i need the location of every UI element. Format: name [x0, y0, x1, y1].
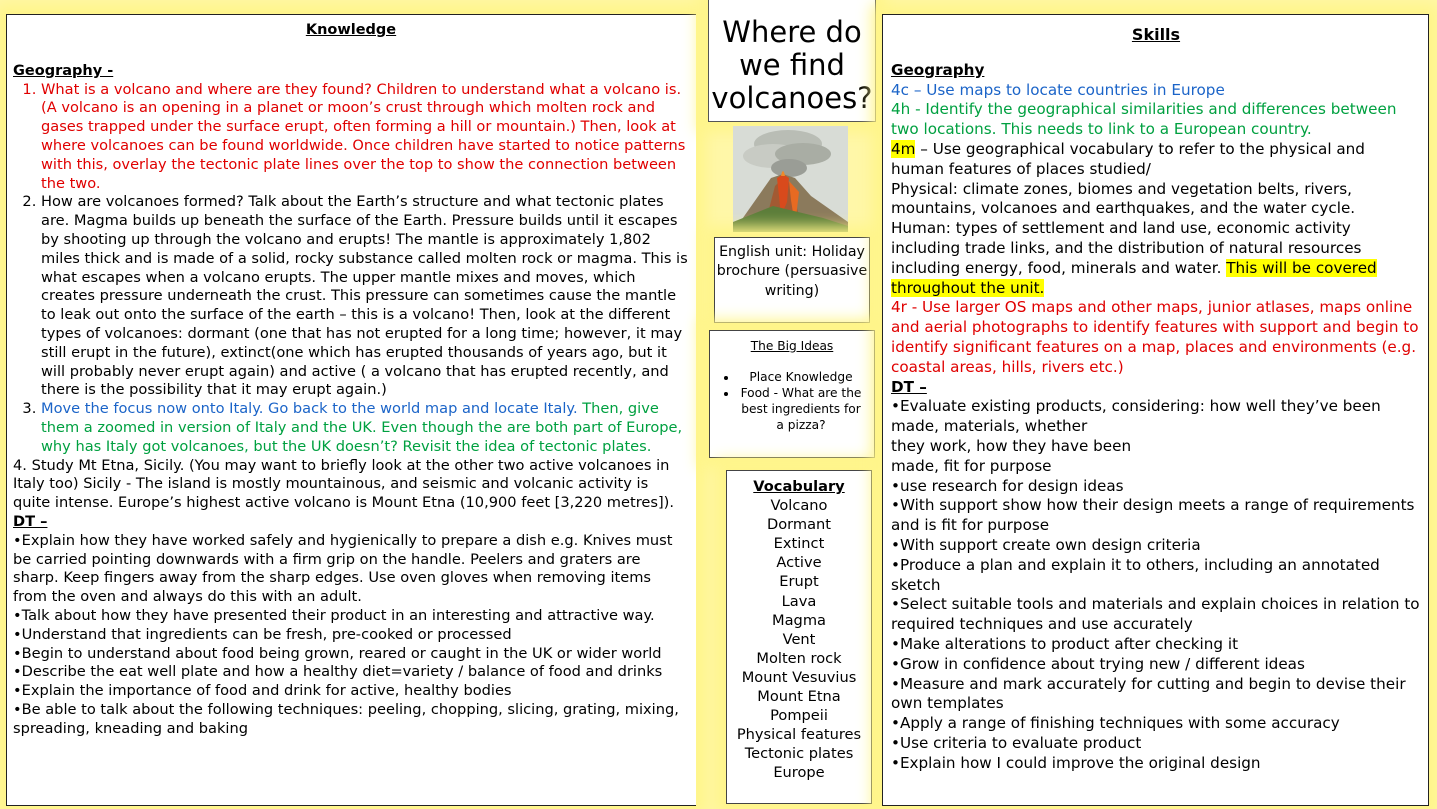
knowledge-geography-heading: Geography - [13, 62, 114, 79]
knowledge-item-3 [41, 400, 689, 456]
knowledge-dt-item: • Begin to understand about food being grown, reared or caught in the UK or wider world [13, 645, 689, 664]
skills-dt-item: •With support show how their design meets a range of requirements and is fit for purpose [891, 496, 1415, 535]
volcano-illustration [733, 126, 848, 232]
vocabulary-title: Vocabulary [753, 478, 845, 495]
knowledge-item-3-blue: Move the focus now onto Italy. Go back to the world map and locate Italy. [41, 400, 578, 418]
skill-4r: 4r - Use larger OS maps and other maps, junior atlases, maps online and aerial photographs to identify features with support and begin to identify significant features on a map, places and environments (e.g. coastal areas, hills, rivers etc.) [891, 298, 1419, 376]
skills-dt-item: •Use criteria to evaluate product [891, 733, 1142, 752]
skill-human [891, 219, 1421, 298]
vocab-item: Mount Etna [757, 688, 841, 706]
vocab-item: Molten rock [756, 649, 842, 667]
skills-dt-item: •Select suitable tools and materials and explain choices in relation to required techniques and use accurately [891, 595, 1420, 634]
skills-dt-item: •Produce a plan and explain it to others, including an annotated sketch [891, 555, 1380, 594]
knowledge-dt-item: • Explain how they have worked safely and hygienically to prepare a dish e.g. Knives must be carried pointing downwards with a firm grip on the handle. Peelers and graters are sharp. Keep fingers away from the sharp edges. Use oven gloves when removing items from the oven and always do this with an adult. [13, 532, 689, 607]
vocab-item: Mount Vesuvius [741, 668, 857, 686]
vocabulary-box [726, 470, 872, 804]
knowledge-item-2: 2. How are volcanoes formed? Talk about the Earth’s structure and what tectonic plates are. Magma builds up beneath the surface of the Earth. Pressure builds until it escapes by shooting up through the volcano and erupts! The mantle is approximately 1,802 miles thick and is made of a solid, rocky substance called molten rock or magma. This is what escapes when a volcano erupts. The upper mantle mixes and moves, which creates pressure underneath the crust. This pressure can sometimes cause the mantle to leak out onto the surface of the earth – this is a volcano! Then, look at the different types of volcanoes: dormant (one that has not erupted for a long time; however, it may still erupt in the future), extinct(one which has erupted thousands of years ago, but it will probably never erupt again) and active ( a volcano that has erupted recently, and there is the possibility that it may erupt again.) [41, 193, 689, 400]
skills-dt-heading: DT – [891, 377, 927, 396]
skills-panel [882, 14, 1429, 806]
vocab-item: Lava [781, 592, 817, 610]
skills-content [891, 25, 1421, 773]
knowledge-dt-heading: DT – [13, 512, 48, 530]
vocab-item: Extinct [773, 535, 825, 553]
skill-human-highlight: This will be covered throughout the unit. [891, 258, 1377, 297]
big-ideas-list [710, 369, 874, 433]
vocab-item: Pompeii [770, 707, 828, 725]
page-title: Where do we find volcanoes? [711, 15, 873, 115]
knowledge-dt-item: • Talk about how they have presented their product in an interesting and attractive way. [13, 607, 689, 626]
vocab-item: Dormant [766, 516, 832, 534]
knowledge-item-4: 4. Study Mt Etna, Sicily. (You may want to briefly look at the other two active volcanoes in Italy too) Sicily - The island is mostly mountainous, and seismic and volcanic activity is quite intense. Europe’s highest active volcano is Mount Etna (10,900 feet [3,220 metres]). [13, 456, 675, 512]
skill-4m-text: – Use geographical vocabulary to refer to the physical and human features of places studied/ [891, 139, 1365, 178]
knowledge-item-3-green: Then, give them a zoomed in version of Italy and the UK. Even though the are both part of Europe, why has Italy got volcanoes, but the UK doesn’t? Revisit the idea of tectonic plates. [41, 400, 683, 455]
skills-dt-item: made, fit for purpose [891, 456, 1052, 475]
skills-dt-item: they work, how they have been [891, 436, 1132, 455]
knowledge-dt-item: • Explain the importance of food and drink for active, healthy bodies [13, 682, 689, 701]
vocab-item: Active [776, 554, 822, 572]
vocab-item: Magma [772, 611, 826, 629]
skill-4h: 4h - Identify the geographical similarities and differences between two locations. This needs to link to a European country. [891, 100, 1397, 139]
skills-dt-item: •Evaluate existing products, considering: how well they’ve been made, materials, whether [891, 397, 1381, 436]
knowledge-panel [6, 14, 696, 806]
skills-dt-item: •Make alterations to product after checking it [891, 634, 1239, 653]
big-idea-item: • Food - What are the best ingredients for a pizza? [738, 385, 864, 433]
skills-dt-item: •With support create own design criteria [891, 535, 1201, 554]
vocab-item: Physical features [736, 726, 862, 744]
skill-4c: 4c – Use maps to locate countries in Europe [891, 80, 1225, 99]
skills-dt-item: •Measure and mark accurately for cutting and begin to devise their own templates [891, 674, 1406, 713]
skill-4m [891, 140, 1421, 180]
english-unit-box [714, 237, 870, 323]
skills-dt-item: •Grow in confidence about trying new / different ideas [891, 654, 1305, 673]
skills-dt-item: •use research for design ideas [891, 476, 1124, 495]
english-unit-text: English unit: Holiday brochure (persuasive writing) [716, 244, 868, 299]
knowledge-dt-item: • Be able to talk about the following techniques: peeling, chopping, slicing, grating, mixing, spreading, kneading and baking [13, 701, 689, 739]
skills-dt-item: •Explain how I could improve the original design [891, 753, 1261, 772]
skills-dt-item: •Apply a range of finishing techniques with some accuracy [891, 714, 1340, 733]
vocabulary-list [727, 477, 871, 783]
title-box [708, 0, 876, 122]
vocab-item: Vent [782, 630, 816, 648]
skills-geography-heading: Geography [891, 60, 985, 79]
big-ideas-title: The Big Ideas [750, 339, 834, 353]
vocab-item: Erupt [779, 573, 819, 591]
big-idea-item: • Place Knowledge [738, 369, 864, 385]
skills-dt-item-text: Evaluate existing products, considering: how well they’ve been made, materials, whether [891, 397, 1381, 436]
knowledge-dt-item: • Understand that ingredients can be fresh, pre-cooked or processed [13, 626, 689, 645]
vocab-item: Europe [773, 764, 825, 782]
knowledge-dt-item: • Describe the eat well plate and how a healthy diet=variety / balance of food and drinks [13, 663, 689, 682]
vocab-item: Volcano [770, 497, 828, 515]
knowledge-dt-list [13, 532, 689, 739]
skill-physical: Physical: climate zones, biomes and vegetation belts, rivers, mountains, volcanoes and earthquakes, and the water cycle. [891, 179, 1356, 218]
vocab-item: Tectonic plates [744, 745, 854, 763]
skill-human-text: Human: types of settlement and land use, economic activity including trade links, and the distribution of natural resources including energy, food, minerals and water. [891, 219, 1362, 277]
big-ideas-box [709, 330, 875, 458]
knowledge-heading: Knowledge [305, 22, 397, 38]
knowledge-geography-list [13, 81, 689, 457]
knowledge-content [13, 21, 689, 738]
skills-heading: Skills [1131, 25, 1181, 44]
skill-4m-code: 4m [891, 139, 916, 158]
knowledge-item-1: 1. What is a volcano and where are they found? Children to understand what a volcano is. (A volcano is an opening in a planet or moon’s crust through which molten rock and gases trapped under the surface erupt, often forming a hill or mountain.) Then, look at where volcanoes can be found worldwide. Once children have started to notice patterns with this, overlay the tectonic plate lines over the top to show the connection between the two. [41, 81, 689, 194]
